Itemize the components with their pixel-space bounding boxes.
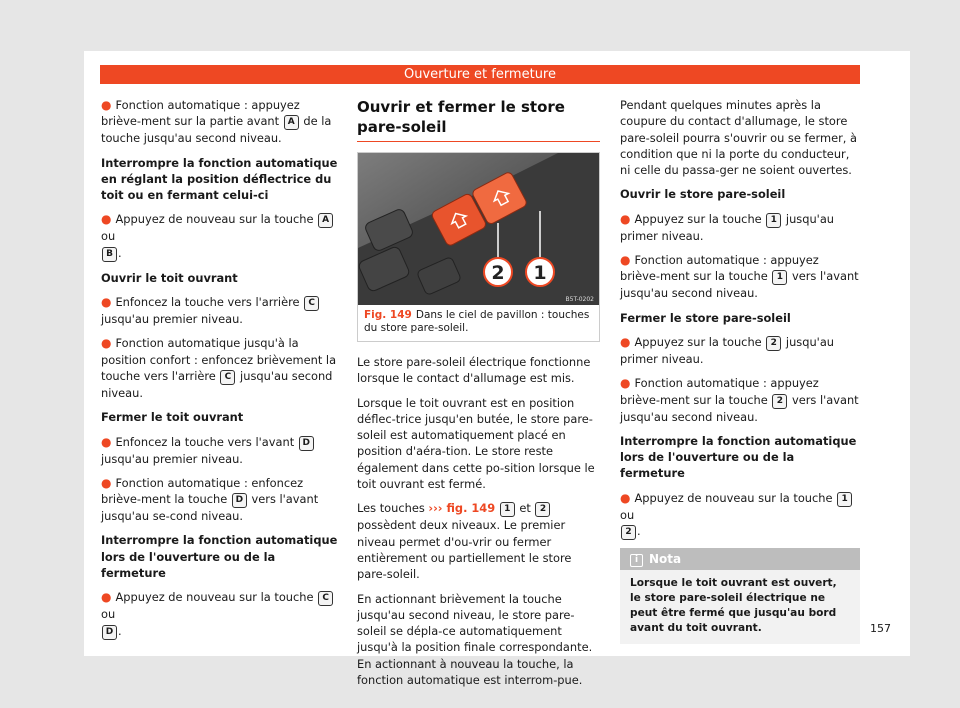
paragraph: En actionnant brièvement la touche jusqu'au second niveau, le store pare-soleil se dépla-ce automatiquement jusqu'à la position finale correspondante. En actionnant à nouveau la touche, la fonction automatique est interrom-pue. bbox=[357, 591, 593, 688]
list-item: ● Fonction automatique : appuyez briève-ment sur la touche 1 vers l'avant jusqu'au second niveau. bbox=[620, 253, 859, 301]
note-title: Nota bbox=[649, 552, 682, 567]
key-badge: 1 bbox=[837, 492, 852, 507]
key-badge: A bbox=[318, 213, 333, 228]
paragraph: Les touches ››› fig. 149 1 et 2 possèdent deux niveaux. Le premier niveau permet d'ou-vrir ou fermer entièrement ou partiellement le store pare-soleil. bbox=[357, 501, 572, 582]
section-title: Ouvrir et fermer le store pare-soleil bbox=[357, 97, 600, 142]
key-badge: A bbox=[284, 115, 299, 130]
subheading: Ouvrir le store pare-soleil bbox=[620, 187, 786, 202]
bullet-icon: ● bbox=[101, 475, 112, 490]
subheading: Interrompre la fonction automatique lors de l'ouverture ou de la fermeture bbox=[620, 433, 857, 481]
section-banner: Ouverture et fermeture bbox=[100, 65, 860, 84]
note-header bbox=[620, 548, 860, 570]
subheading: Ouvrir le toit ouvrant bbox=[101, 270, 238, 285]
key-badge: D bbox=[299, 436, 314, 451]
key-badge: C bbox=[318, 591, 333, 606]
note-box bbox=[620, 548, 860, 644]
bullet-icon: ● bbox=[101, 336, 112, 351]
note-text: Lorsque le toit ouvrant est ouvert, le store pare-soleil électrique ne peut être fermé que jusqu'au bord avant du toit ouvrant. bbox=[630, 577, 837, 635]
key-badge: D bbox=[102, 625, 117, 640]
key-badge: 1 bbox=[772, 270, 787, 285]
list-item: ● Appuyez sur la touche 1 jusqu'au primer niveau. bbox=[620, 211, 835, 243]
paragraph: Lorsque le toit ouvrant est en position déflec-trice jusqu'en butée, le store pare-soleil est automatiquement placé en position d'aéra-tion. Le store reste également dans cette po-sition lorsque le toit ouvrant est fermé. bbox=[357, 395, 595, 492]
key-badge: 1 bbox=[500, 502, 515, 517]
key-badge: 2 bbox=[772, 394, 787, 409]
list-item: ● Fonction automatique jusqu'à la position confort : enfoncez brièvement la touche vers l'arrière C jusqu'au second niveau. bbox=[101, 336, 337, 400]
list-item: ● Appuyez sur la touche 2 jusqu'au primer niveau. bbox=[620, 334, 835, 366]
subheading: Interrompre la fonction automatique lors de l'ouverture ou de la fermeture bbox=[101, 533, 338, 581]
callout-label-1: 1 bbox=[533, 262, 547, 284]
figure-code: B5T-0202 bbox=[565, 296, 594, 303]
list-item: ● Enfoncez la touche vers l'avant D jusqu'au premier niveau. bbox=[101, 434, 343, 467]
bullet-icon: ● bbox=[620, 211, 631, 226]
subheading: Fermer le store pare-soleil bbox=[620, 310, 791, 325]
subheading: Interrompre la fonction automatique en réglant la position déflectrice du toit ou en fermant celui-ci bbox=[101, 155, 338, 203]
key-badge: B bbox=[102, 247, 117, 262]
bullet-icon: ● bbox=[101, 98, 112, 112]
list-item: ● Fonction automatique : appuyez briève-ment sur la partie avant A de la touche jusqu'au second niveau. bbox=[101, 98, 332, 146]
key-badge: 2 bbox=[621, 525, 636, 540]
figure bbox=[357, 152, 600, 342]
list-item: ● Appuyez de nouveau sur la touche C ou D . bbox=[101, 589, 343, 639]
column-left bbox=[101, 97, 343, 648]
key-badge: 1 bbox=[766, 213, 781, 228]
bullet-icon: ● bbox=[101, 434, 112, 449]
key-badge: C bbox=[220, 370, 235, 385]
figure-caption: Fig. 149 Dans le ciel de pavillon : touches du store pare-soleil. bbox=[364, 309, 590, 334]
bullet-icon: ● bbox=[101, 212, 112, 227]
list-item: ● Enfoncez la touche vers l'arrière C jusqu'au premier niveau. bbox=[101, 294, 343, 327]
bullet-icon: ● bbox=[101, 295, 112, 310]
key-badge: D bbox=[232, 493, 247, 508]
bullet-icon: ● bbox=[620, 253, 631, 268]
callout-label-2: 2 bbox=[491, 262, 505, 284]
column-right bbox=[620, 97, 860, 644]
subheading: Fermer le toit ouvrant bbox=[101, 410, 244, 425]
bullet-icon: ● bbox=[620, 376, 631, 391]
bullet-icon: ● bbox=[620, 334, 631, 349]
list-item: ● Appuyez de nouveau sur la touche A ou B . bbox=[101, 211, 343, 261]
roof-control-photo bbox=[358, 153, 599, 305]
key-badge: C bbox=[304, 296, 319, 311]
key-badge: 2 bbox=[535, 502, 550, 517]
paragraph: Le store pare-soleil électrique fonctionne lorsque le contact d'allumage est mis. bbox=[357, 355, 591, 386]
list-item: ● Fonction automatique : enfoncez briève-ment la touche D vers l'avant jusqu'au se-cond niveau. bbox=[101, 475, 319, 524]
key-badge: 2 bbox=[766, 336, 781, 351]
bullet-icon: ● bbox=[620, 490, 631, 505]
bullet-icon: ● bbox=[101, 590, 112, 605]
figure-reference-link[interactable]: ››› fig. 149 bbox=[428, 501, 496, 516]
list-item: ● Appuyez de nouveau sur la touche 1 ou 2 . bbox=[620, 490, 860, 540]
list-item: ● Fonction automatique : appuyez briève-ment sur la touche 2 vers l'avant jusqu'au second niveau. bbox=[620, 376, 859, 424]
info-icon: i bbox=[630, 554, 643, 567]
column-middle bbox=[357, 97, 600, 696]
page-number: 157 bbox=[870, 622, 891, 635]
paragraph: Pendant quelques minutes après la coupure du contact d'allumage, le store pare-soleil pourra s'ouvrir ou se fermer, à condition que ni la porte du conducteur, ni celle du passa-ger ne soient ouvertes. bbox=[620, 98, 858, 178]
